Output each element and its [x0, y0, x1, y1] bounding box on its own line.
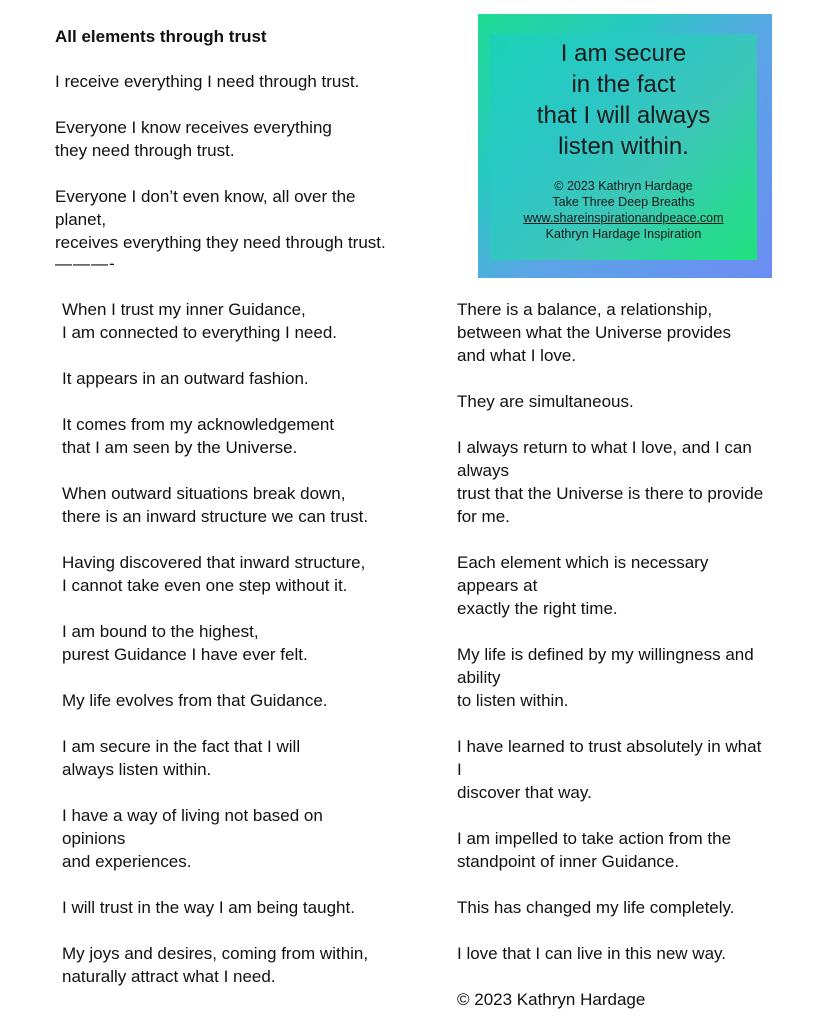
left-paragraph: I am bound to the highest, purest Guidance I have ever felt. — [62, 622, 308, 664]
intro-paragraph: I receive everything I need through trust. — [55, 72, 360, 91]
right-paragraph: This has changed my life completely. — [457, 898, 735, 917]
section-divider: ———- — [55, 254, 116, 273]
left-paragraph: It appears in an outward fashion. — [62, 369, 309, 388]
right-paragraph: I have learned to trust absolutely in what I discover that way. — [457, 737, 762, 802]
right-paragraph: They are simultaneous. — [457, 392, 634, 411]
document-title: All elements through trust — [55, 27, 267, 46]
right-paragraph: Each element which is necessary appears at exactly the right time. — [457, 553, 709, 618]
quote-card — [478, 14, 772, 278]
left-paragraph: It comes from my acknowledgement that I am seen by the Universe. — [62, 415, 335, 457]
right-paragraph: I am impelled to take action from the standpoint of inner Guidance. — [457, 829, 732, 871]
left-paragraph: My joys and desires, coming from within, naturally attract what I need. — [62, 944, 369, 986]
copyright-footer: © 2023 Kathryn Hardage — [457, 990, 646, 1009]
left-paragraph: When outward situations break down, there is an inward structure we can trust. — [62, 484, 369, 526]
left-paragraph: I have a way of living not based on opinions and experiences. — [62, 806, 323, 871]
intro-paragraph: Everyone I know receives everything they need through trust. — [55, 118, 332, 160]
card-website-link[interactable]: www.shareinspirationandpeace.com — [523, 211, 724, 225]
card-book-title: Take Three Deep Breaths — [552, 195, 695, 209]
quote-card-inner — [490, 34, 757, 260]
right-paragraph: I love that I can live in this new way. — [457, 944, 726, 963]
intro-paragraph: Everyone I don’t even know, all over the planet, receives everything they need through trust. — [55, 187, 386, 252]
card-credits — [490, 178, 757, 242]
right-column — [457, 298, 829, 1034]
intro-section — [55, 26, 465, 277]
left-paragraph: Having discovered that inward structure, I cannot take even one step without it. — [62, 553, 366, 595]
card-quote: I am secure in the fact that I will always listen within. — [536, 40, 711, 160]
left-paragraph: My life evolves from that Guidance. — [62, 691, 328, 710]
right-paragraph: My life is defined by my willingness and ability to listen within. — [457, 645, 754, 710]
right-paragraph: I always return to what I love, and I can always trust that the Universe is there to provide for me. — [457, 438, 764, 526]
left-paragraph: I will trust in the way I am being taught. — [62, 898, 355, 917]
left-paragraph: When I trust my inner Guidance, I am connected to everything I need. — [62, 300, 338, 342]
card-copyright: © 2023 Kathryn Hardage — [554, 179, 693, 193]
card-brand: Kathryn Hardage Inspiration — [545, 227, 702, 241]
left-paragraph: I am secure in the fact that I will always listen within. — [62, 737, 301, 779]
right-paragraph: There is a balance, a relationship, between what the Universe provides and what I love. — [457, 300, 732, 365]
left-column — [62, 298, 442, 1011]
